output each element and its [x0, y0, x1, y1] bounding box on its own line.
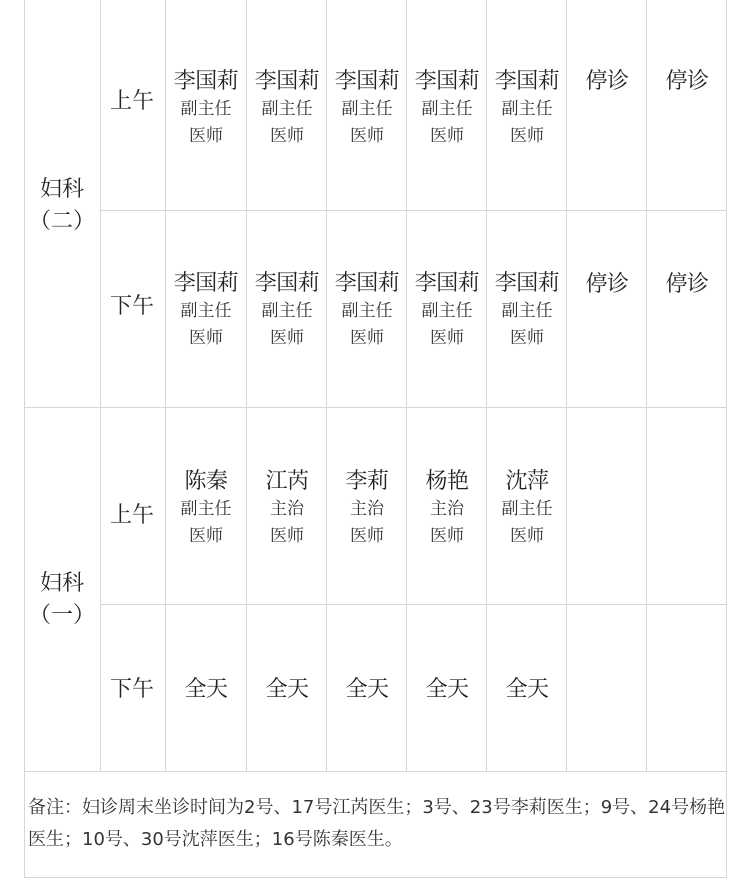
doctor-title: 副主任 — [341, 99, 393, 119]
doctor-name: 李国莉 — [254, 271, 320, 296]
doctor-title: 副主任 — [180, 301, 232, 321]
dept-label-gyn-2: 妇科 （二） — [28, 177, 95, 234]
doctor-cell — [247, 68, 327, 150]
period-label-am: 上午 — [109, 89, 154, 114]
doctor-cell — [487, 68, 567, 150]
doctor-name: 李国莉 — [334, 271, 400, 296]
doctor-role: 医师 — [430, 126, 464, 146]
all-day-label: 全天 — [505, 677, 549, 702]
doctor-cell — [487, 270, 567, 352]
grid-line — [24, 0, 25, 878]
doctor-title: 副主任 — [421, 301, 473, 321]
doctor-title: 副主任 — [261, 99, 313, 119]
grid-line — [100, 604, 726, 605]
doctor-name: 李国莉 — [494, 271, 560, 296]
doctor-cell — [327, 68, 407, 150]
all-day-cell — [407, 676, 487, 704]
doctor-cell — [407, 468, 487, 550]
dept-label-gyn-1: 妇科 （一） — [28, 571, 95, 628]
closed-label: 停诊 — [665, 272, 709, 297]
doctor-name: 李国莉 — [334, 69, 400, 94]
grid-line — [646, 0, 647, 772]
closed-label: 停诊 — [585, 69, 629, 94]
doctor-title: 副主任 — [180, 99, 232, 119]
doctor-role: 医师 — [430, 526, 464, 546]
doctor-name: 李国莉 — [173, 69, 239, 94]
doctor-role: 医师 — [189, 126, 223, 146]
doctor-title: 副主任 — [501, 301, 553, 321]
doctor-role: 医师 — [350, 526, 384, 546]
grid-line — [24, 771, 726, 772]
doctor-cell — [247, 270, 327, 352]
doctor-title: 主治 — [270, 499, 304, 519]
doctor-cell — [327, 270, 407, 352]
doctor-name: 李国莉 — [173, 271, 239, 296]
period-label-pm: 下午 — [109, 294, 154, 319]
doctor-cell — [407, 68, 487, 150]
grid-line — [726, 0, 727, 878]
doctor-cell — [166, 270, 246, 352]
doctor-title: 副主任 — [180, 499, 232, 519]
doctor-name: 李国莉 — [414, 271, 480, 296]
all-day-label: 全天 — [425, 677, 469, 702]
doctor-name: 杨艳 — [425, 469, 469, 494]
doctor-cell — [247, 468, 327, 550]
doctor-role: 医师 — [270, 126, 304, 146]
all-day-label: 全天 — [184, 677, 228, 702]
closed-cell — [567, 68, 647, 96]
doctor-role: 医师 — [510, 526, 544, 546]
closed-cell — [647, 68, 727, 96]
doctor-role: 医师 — [189, 328, 223, 348]
doctor-name: 李国莉 — [254, 69, 320, 94]
grid-line — [24, 407, 726, 408]
period-label-am: 上午 — [109, 503, 154, 528]
closed-label: 停诊 — [665, 69, 709, 94]
closed-label: 停诊 — [585, 272, 629, 297]
doctor-role: 医师 — [510, 328, 544, 348]
doctor-title: 主治 — [430, 499, 464, 519]
doctor-cell — [407, 270, 487, 352]
doctor-role: 医师 — [510, 126, 544, 146]
closed-cell — [647, 271, 727, 299]
all-day-cell — [327, 676, 407, 704]
all-day-cell — [487, 676, 567, 704]
doctor-cell — [487, 468, 567, 550]
all-day-label: 全天 — [345, 677, 389, 702]
doctor-cell — [166, 68, 246, 150]
doctor-title: 副主任 — [261, 301, 313, 321]
closed-cell — [567, 271, 647, 299]
doctor-title: 主治 — [350, 499, 384, 519]
schedule-note: 备注：妇诊周末坐诊时间为2号、17号江芮医生；3号、23号李莉医生；9号、24号杨艳医生；10号、30号沈萍医生；16号陈秦医生。 — [28, 797, 726, 850]
doctor-role: 医师 — [270, 328, 304, 348]
doctor-name: 沈萍 — [505, 469, 549, 494]
all-day-cell — [166, 676, 246, 704]
doctor-title: 副主任 — [501, 99, 553, 119]
doctor-name: 李国莉 — [494, 69, 560, 94]
doctor-role: 医师 — [430, 328, 464, 348]
doctor-role: 医师 — [350, 126, 384, 146]
doctor-cell — [166, 468, 246, 550]
all-day-cell — [247, 676, 327, 704]
doctor-name: 江芮 — [265, 469, 309, 494]
doctor-name: 陈秦 — [184, 469, 228, 494]
doctor-title: 副主任 — [421, 99, 473, 119]
doctor-role: 医师 — [350, 328, 384, 348]
doctor-name: 李国莉 — [414, 69, 480, 94]
period-label-pm: 下午 — [109, 677, 154, 702]
doctor-cell — [327, 468, 407, 550]
doctor-title: 副主任 — [341, 301, 393, 321]
doctor-role: 医师 — [270, 526, 304, 546]
doctor-title: 副主任 — [501, 499, 553, 519]
doctor-role: 医师 — [189, 526, 223, 546]
doctor-name: 李莉 — [345, 469, 389, 494]
grid-line — [100, 210, 726, 211]
all-day-label: 全天 — [265, 677, 309, 702]
